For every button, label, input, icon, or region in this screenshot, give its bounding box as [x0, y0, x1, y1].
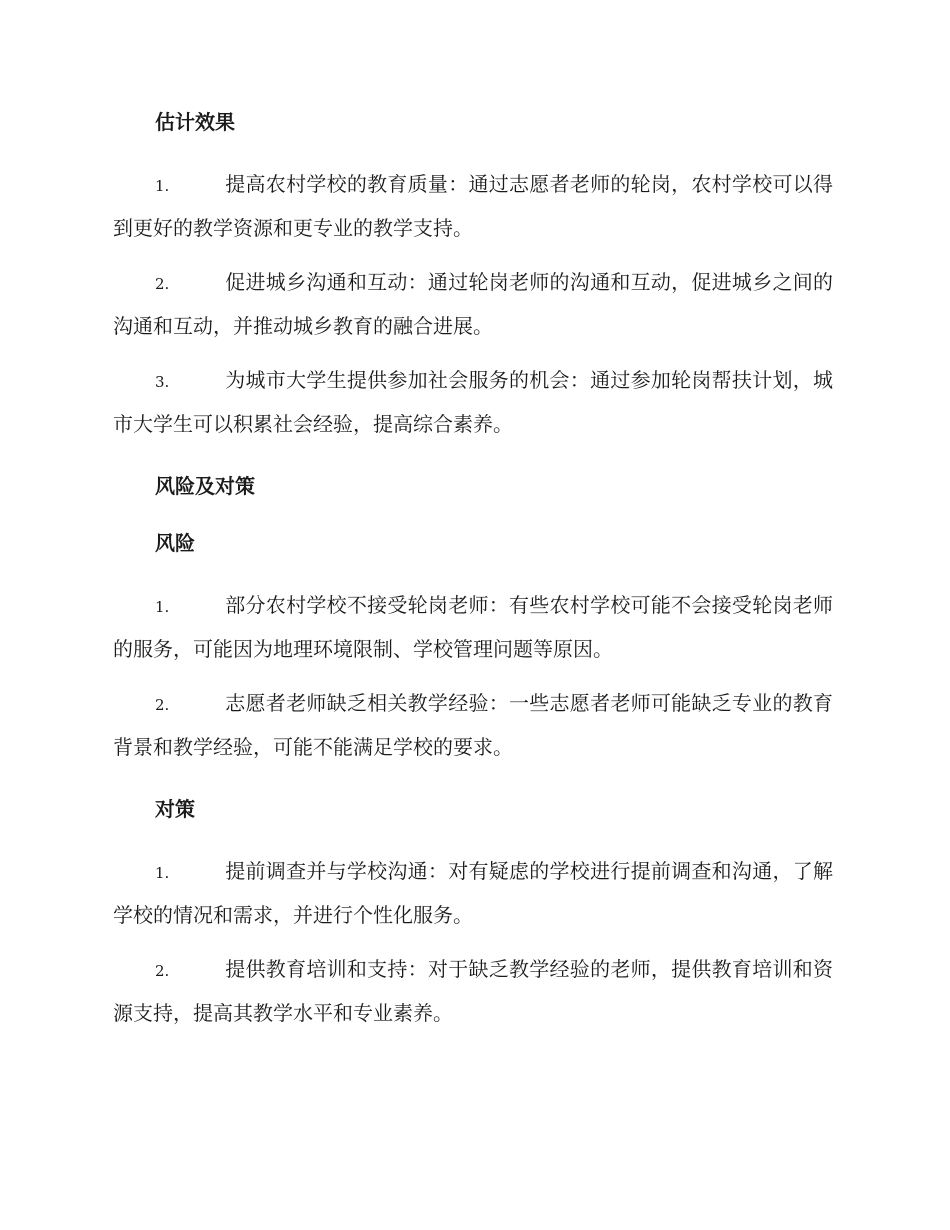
- list-item: [113, 359, 833, 445]
- list-number: 1.: [155, 177, 170, 195]
- list-text: 志愿者老师缺乏相关教学经验：一些志愿者老师可能缺乏专业的教育背景和教学经验，可能不能满足学校的要求。: [113, 691, 833, 759]
- list-number: 1.: [155, 864, 170, 882]
- list-text: 促进城乡沟通和互动：通过轮岗老师的沟通和互动，促进城乡之间的沟通和互动，并推动城乡教育的融合进展。: [113, 270, 833, 338]
- list-item: [113, 584, 833, 670]
- list-item: [113, 261, 833, 347]
- heading-measures: 对策: [155, 797, 195, 821]
- list-item: [113, 850, 833, 936]
- list-item: [113, 682, 833, 768]
- list-text: 部分农村学校不接受轮岗老师：有些农村学校可能不会接受轮岗老师的服务，可能因为地理环境限制、学校管理问题等原因。: [113, 593, 833, 661]
- document-page: [113, 106, 833, 1034]
- list-item: [113, 948, 833, 1034]
- list-text: 提高农村学校的教育质量：通过志愿者老师的轮岗，农村学校可以得到更好的教学资源和更专业的教学支持。: [113, 172, 833, 240]
- list-number: 2.: [155, 962, 170, 980]
- heading-estimated-effects: 估计效果: [155, 110, 235, 134]
- list-text: 为城市大学生提供参加社会服务的机会：通过参加轮岗帮扶计划，城市大学生可以积累社会经验，提高综合素养。: [113, 368, 833, 436]
- list-text: 提前调查并与学校沟通：对有疑虑的学校进行提前调查和沟通，了解学校的情况和需求，并进行个性化服务。: [113, 859, 833, 927]
- list-number: 2.: [155, 275, 170, 293]
- list-number: 2.: [155, 696, 170, 714]
- list-text: 提供教育培训和支持：对于缺乏教学经验的老师，提供教育培训和资源支持，提高其教学水平和专业素养。: [113, 957, 833, 1025]
- list-item: [113, 163, 833, 249]
- heading-risks: 风险: [155, 531, 195, 555]
- list-number: 1.: [155, 598, 170, 616]
- heading-risks-and-measures: 风险及对策: [155, 474, 255, 498]
- list-number: 3.: [155, 373, 170, 391]
